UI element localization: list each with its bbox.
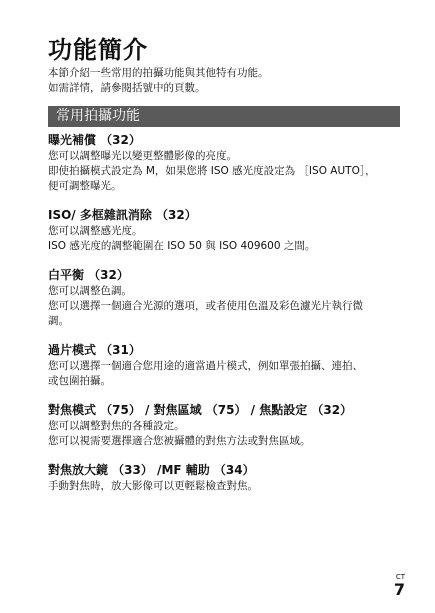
feature-line: 您可以調整曝光以變更整體影像的亮度。 (48, 150, 237, 162)
page-number: 7 (393, 580, 405, 599)
feature-line: 便可調整曝光。 (48, 180, 122, 192)
section-header: 常用拍攝功能 (48, 106, 400, 127)
language-code: CT (395, 573, 405, 581)
feature-line: 即使拍攝模式設定為 M，如果您將 ISO 感光度設定為 ［ISO AUTO］， (48, 165, 376, 177)
feature-line: 您可以調整感光度。 (48, 225, 143, 237)
feature-line: 您可以調整對焦的各種設定。 (48, 420, 185, 432)
feature-focus-magnifier (48, 461, 408, 494)
intro-text (48, 66, 408, 96)
feature-heading: 對焦放大鏡 （33） /MF 輔助 （34） (48, 463, 255, 477)
feature-line: 您可以調整色調。 (48, 285, 132, 297)
intro-line: 如需詳情，請參閱括號中的頁數。 (48, 82, 206, 94)
feature-heading: 白平衡 （32） (48, 268, 129, 282)
feature-focus-settings (48, 401, 408, 449)
page-title: 功能簡介 (48, 36, 148, 64)
feature-iso (48, 206, 408, 254)
feature-heading: 曝光補償 （32） (48, 133, 141, 147)
feature-line: 您可以選擇一個適合您用途的適當過片模式，例如單張拍攝、連拍、 (48, 360, 363, 372)
feature-list (48, 131, 408, 506)
feature-drive-mode (48, 341, 408, 389)
feature-line: 手動對焦時，放大影像可以更輕鬆檢查對焦。 (48, 480, 258, 492)
feature-white-balance (48, 266, 408, 329)
feature-line: 您可以選擇一個適合光源的選項，或者使用色溫及彩色濾光片執行微 (48, 300, 363, 312)
feature-heading: 對焦模式 （75） / 對焦區域 （75） / 焦點設定 （32） (48, 403, 353, 417)
feature-line: 調。 (48, 315, 69, 327)
feature-line: ISO 感光度的調整範圍在 ISO 50 與 ISO 409600 之間。 (48, 240, 316, 252)
feature-exposure-compensation (48, 131, 408, 194)
feature-line: 或包圍拍攝。 (48, 375, 111, 387)
feature-heading: ISO/ 多框雜訊消除 （32） (48, 208, 197, 222)
intro-line: 本節介紹一些常用的拍攝功能與其他特有功能。 (48, 67, 269, 79)
feature-heading: 過片模式 （31） (48, 343, 141, 357)
feature-line: 您可以視需要選擇適合您被攝體的對焦方法或對焦區域。 (48, 435, 311, 447)
page-footer (394, 574, 405, 599)
